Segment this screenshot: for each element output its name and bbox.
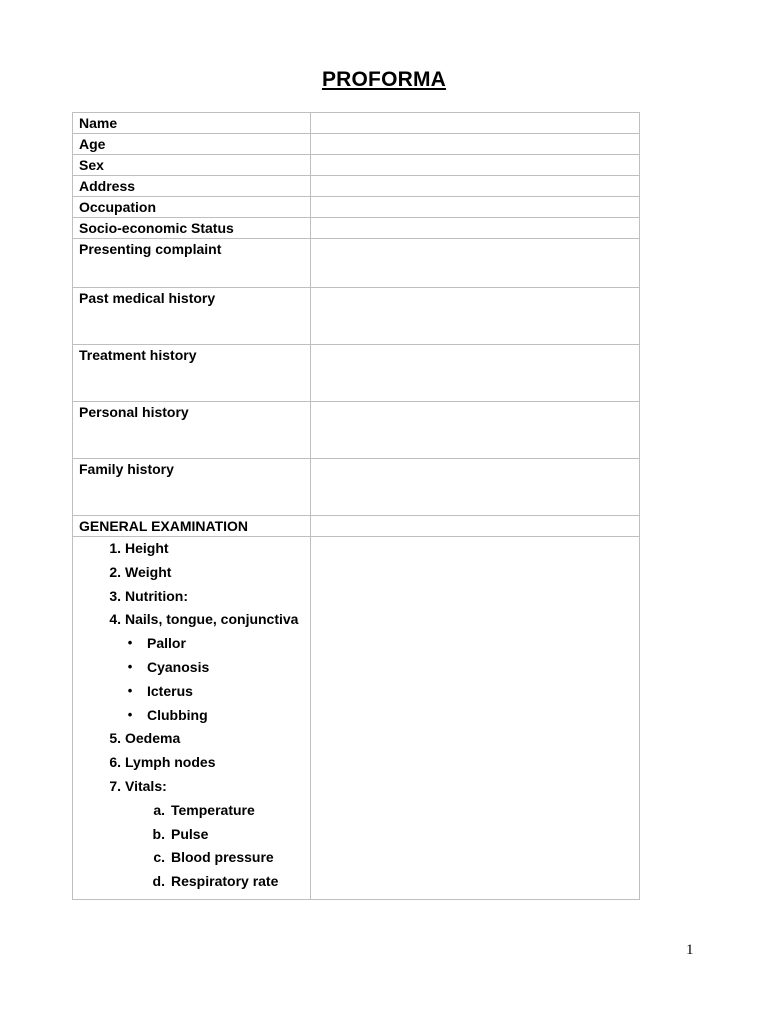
proforma-table [72,112,640,900]
page-title: PROFORMA [321,68,447,91]
list-item-blood-pressure: c. Blood pressure [153,849,274,866]
row-label-presenting-complaint: Presenting complaint [73,239,311,288]
row-label-past-medical-history: Past medical history [73,288,311,345]
row-label-sex: Sex [73,155,311,176]
value-cell-treatment-history[interactable] [311,345,640,402]
table-row [73,459,640,516]
general-examination-list [73,537,311,900]
value-cell-general-examination[interactable] [311,516,640,537]
value-cell-examination-findings[interactable] [311,537,640,900]
list-item-pallor: • Pallor [79,633,304,657]
value-cell-occupation[interactable] [311,197,640,218]
table-row [73,402,640,459]
list-item-height: 1. Height [109,540,169,556]
table-row [73,537,640,900]
value-cell-family-history[interactable] [311,459,640,516]
section-heading-general-examination: GENERAL EXAMINATION [73,516,311,537]
row-label-name: Name [73,113,311,134]
value-cell-ses[interactable] [311,218,640,239]
list-item-vitals: 7. Vitals: [109,777,167,794]
bullet-icon: • [127,706,133,722]
list-item-icterus: • Icterus [79,681,304,705]
list-item-nutrition: 3. Nutrition: [109,587,188,604]
bullet-icon: • [127,682,133,698]
table-row [73,197,640,218]
value-cell-personal-history[interactable] [311,402,640,459]
list-item-pulse: b. Pulse [152,825,209,842]
table-row [73,239,640,288]
value-cell-age[interactable] [311,134,640,155]
table-row [73,176,640,197]
value-cell-sex[interactable] [311,155,640,176]
value-cell-name[interactable] [311,113,640,134]
list-item-lymph-nodes: 6. Lymph nodes [109,754,216,771]
list-item-clubbing: • Clubbing [79,705,304,729]
row-label-treatment-history: Treatment history [73,345,311,402]
list-item-respiratory-rate: d. Respiratory rate [152,873,279,890]
value-cell-past-medical-history[interactable] [311,288,640,345]
value-cell-presenting-complaint[interactable] [311,239,640,288]
list-item-oedema: 5. Oedema [109,730,181,747]
bullet-icon: • [127,658,133,674]
row-label-occupation: Occupation [73,197,311,218]
table-row [73,113,640,134]
list-item-temperature: a. Temperature [153,801,255,818]
row-label-age: Age [73,134,311,155]
row-label-personal-history: Personal history [73,402,311,459]
row-label-address: Address [73,176,311,197]
row-label-ses: Socio-economic Status [73,218,311,239]
table-row [73,155,640,176]
value-cell-address[interactable] [311,176,640,197]
list-item-cyanosis: • Cyanosis [79,657,304,681]
table-row [73,134,640,155]
list-item-nails-tongue-conjunctiva: 4. Nails, tongue, conjunctiva [109,611,299,628]
table-row [73,345,640,402]
page-number: 1 [686,942,694,958]
list-item-weight: 2. Weight [109,563,172,580]
table-row [73,288,640,345]
bullet-icon: • [127,635,133,651]
table-row [73,516,640,537]
table-row [73,218,640,239]
row-label-family-history: Family history [73,459,311,516]
